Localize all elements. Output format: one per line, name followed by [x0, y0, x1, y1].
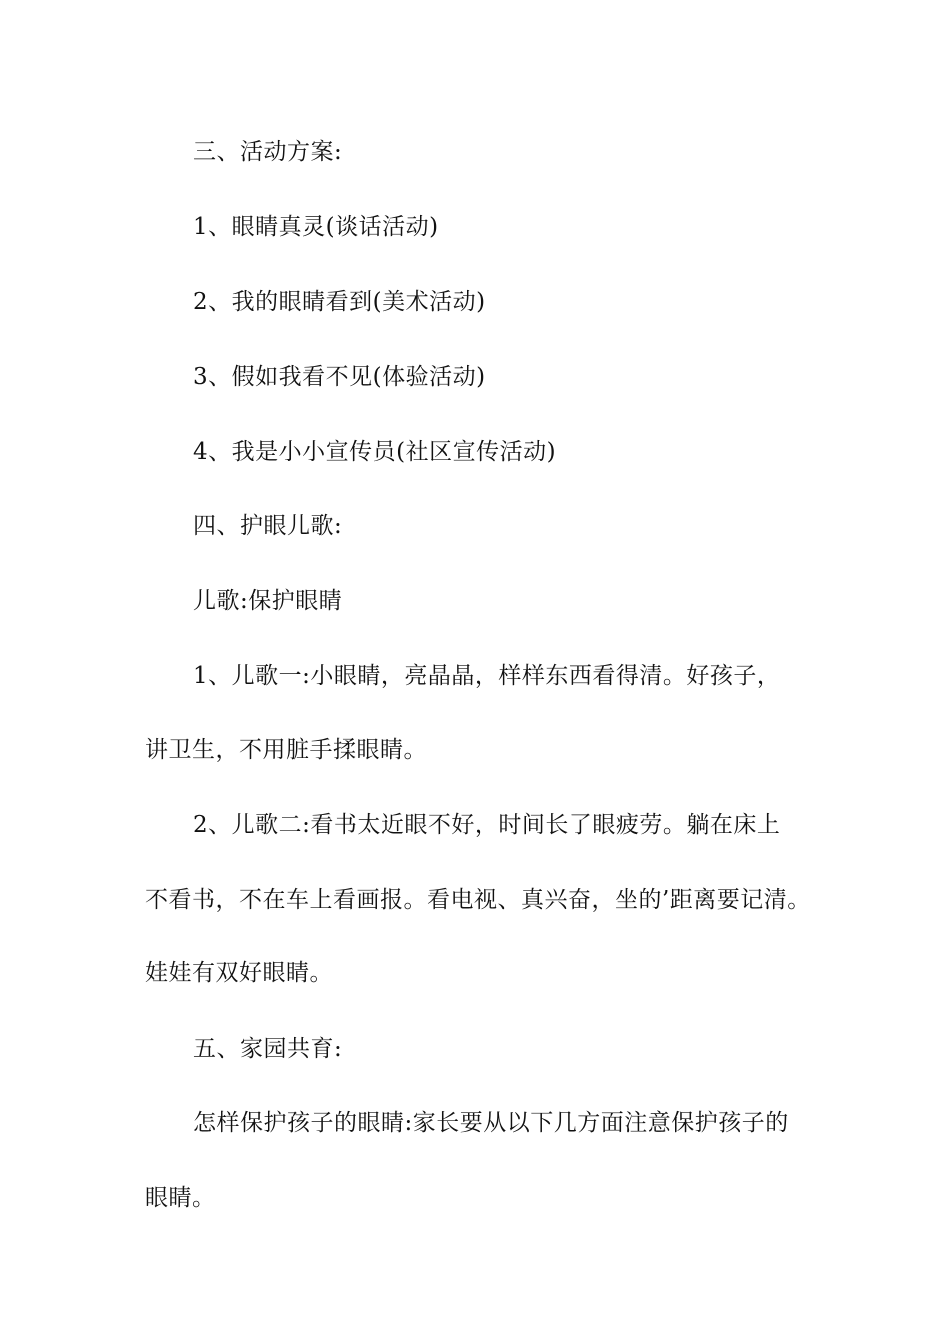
activity-item-4: 4、我是小小宣传员(社区宣传活动)	[193, 439, 557, 465]
song-2-line-2: 不看书，不在车上看画报。看电视、真兴奋，坐的’距离要记清。	[145, 887, 811, 913]
activity-item-3: 3、假如我看不见(体验活动)	[193, 364, 486, 390]
activity-item-2: 2、我的眼睛看到(美术活动)	[193, 289, 486, 315]
paragraph-line-1: 怎样保护孩子的眼睛:家长要从以下几方面注意保护孩子的	[193, 1110, 789, 1136]
song-title: 儿歌:保护眼睛	[193, 588, 343, 614]
song-1-line-2: 讲卫生，不用脏手揉眼睛。	[145, 737, 427, 763]
activity-item-1: 1、眼睛真灵(谈话活动)	[193, 214, 439, 240]
song-2-line-3: 娃娃有双好眼睛。	[145, 960, 333, 986]
section-heading-home-school: 五、家园共育:	[193, 1036, 343, 1062]
section-heading-activity-plan: 三、活动方案:	[193, 139, 343, 165]
paragraph-line-2: 眼睛。	[145, 1185, 216, 1211]
song-2-line-1: 2、儿歌二:看书太近眼不好，时间长了眼疲劳。躺在床上	[193, 812, 781, 838]
song-1-line-1: 1、儿歌一:小眼睛，亮晶晶，样样东西看得清。好孩子，	[193, 663, 781, 689]
section-heading-eye-song: 四、护眼儿歌:	[193, 513, 343, 539]
